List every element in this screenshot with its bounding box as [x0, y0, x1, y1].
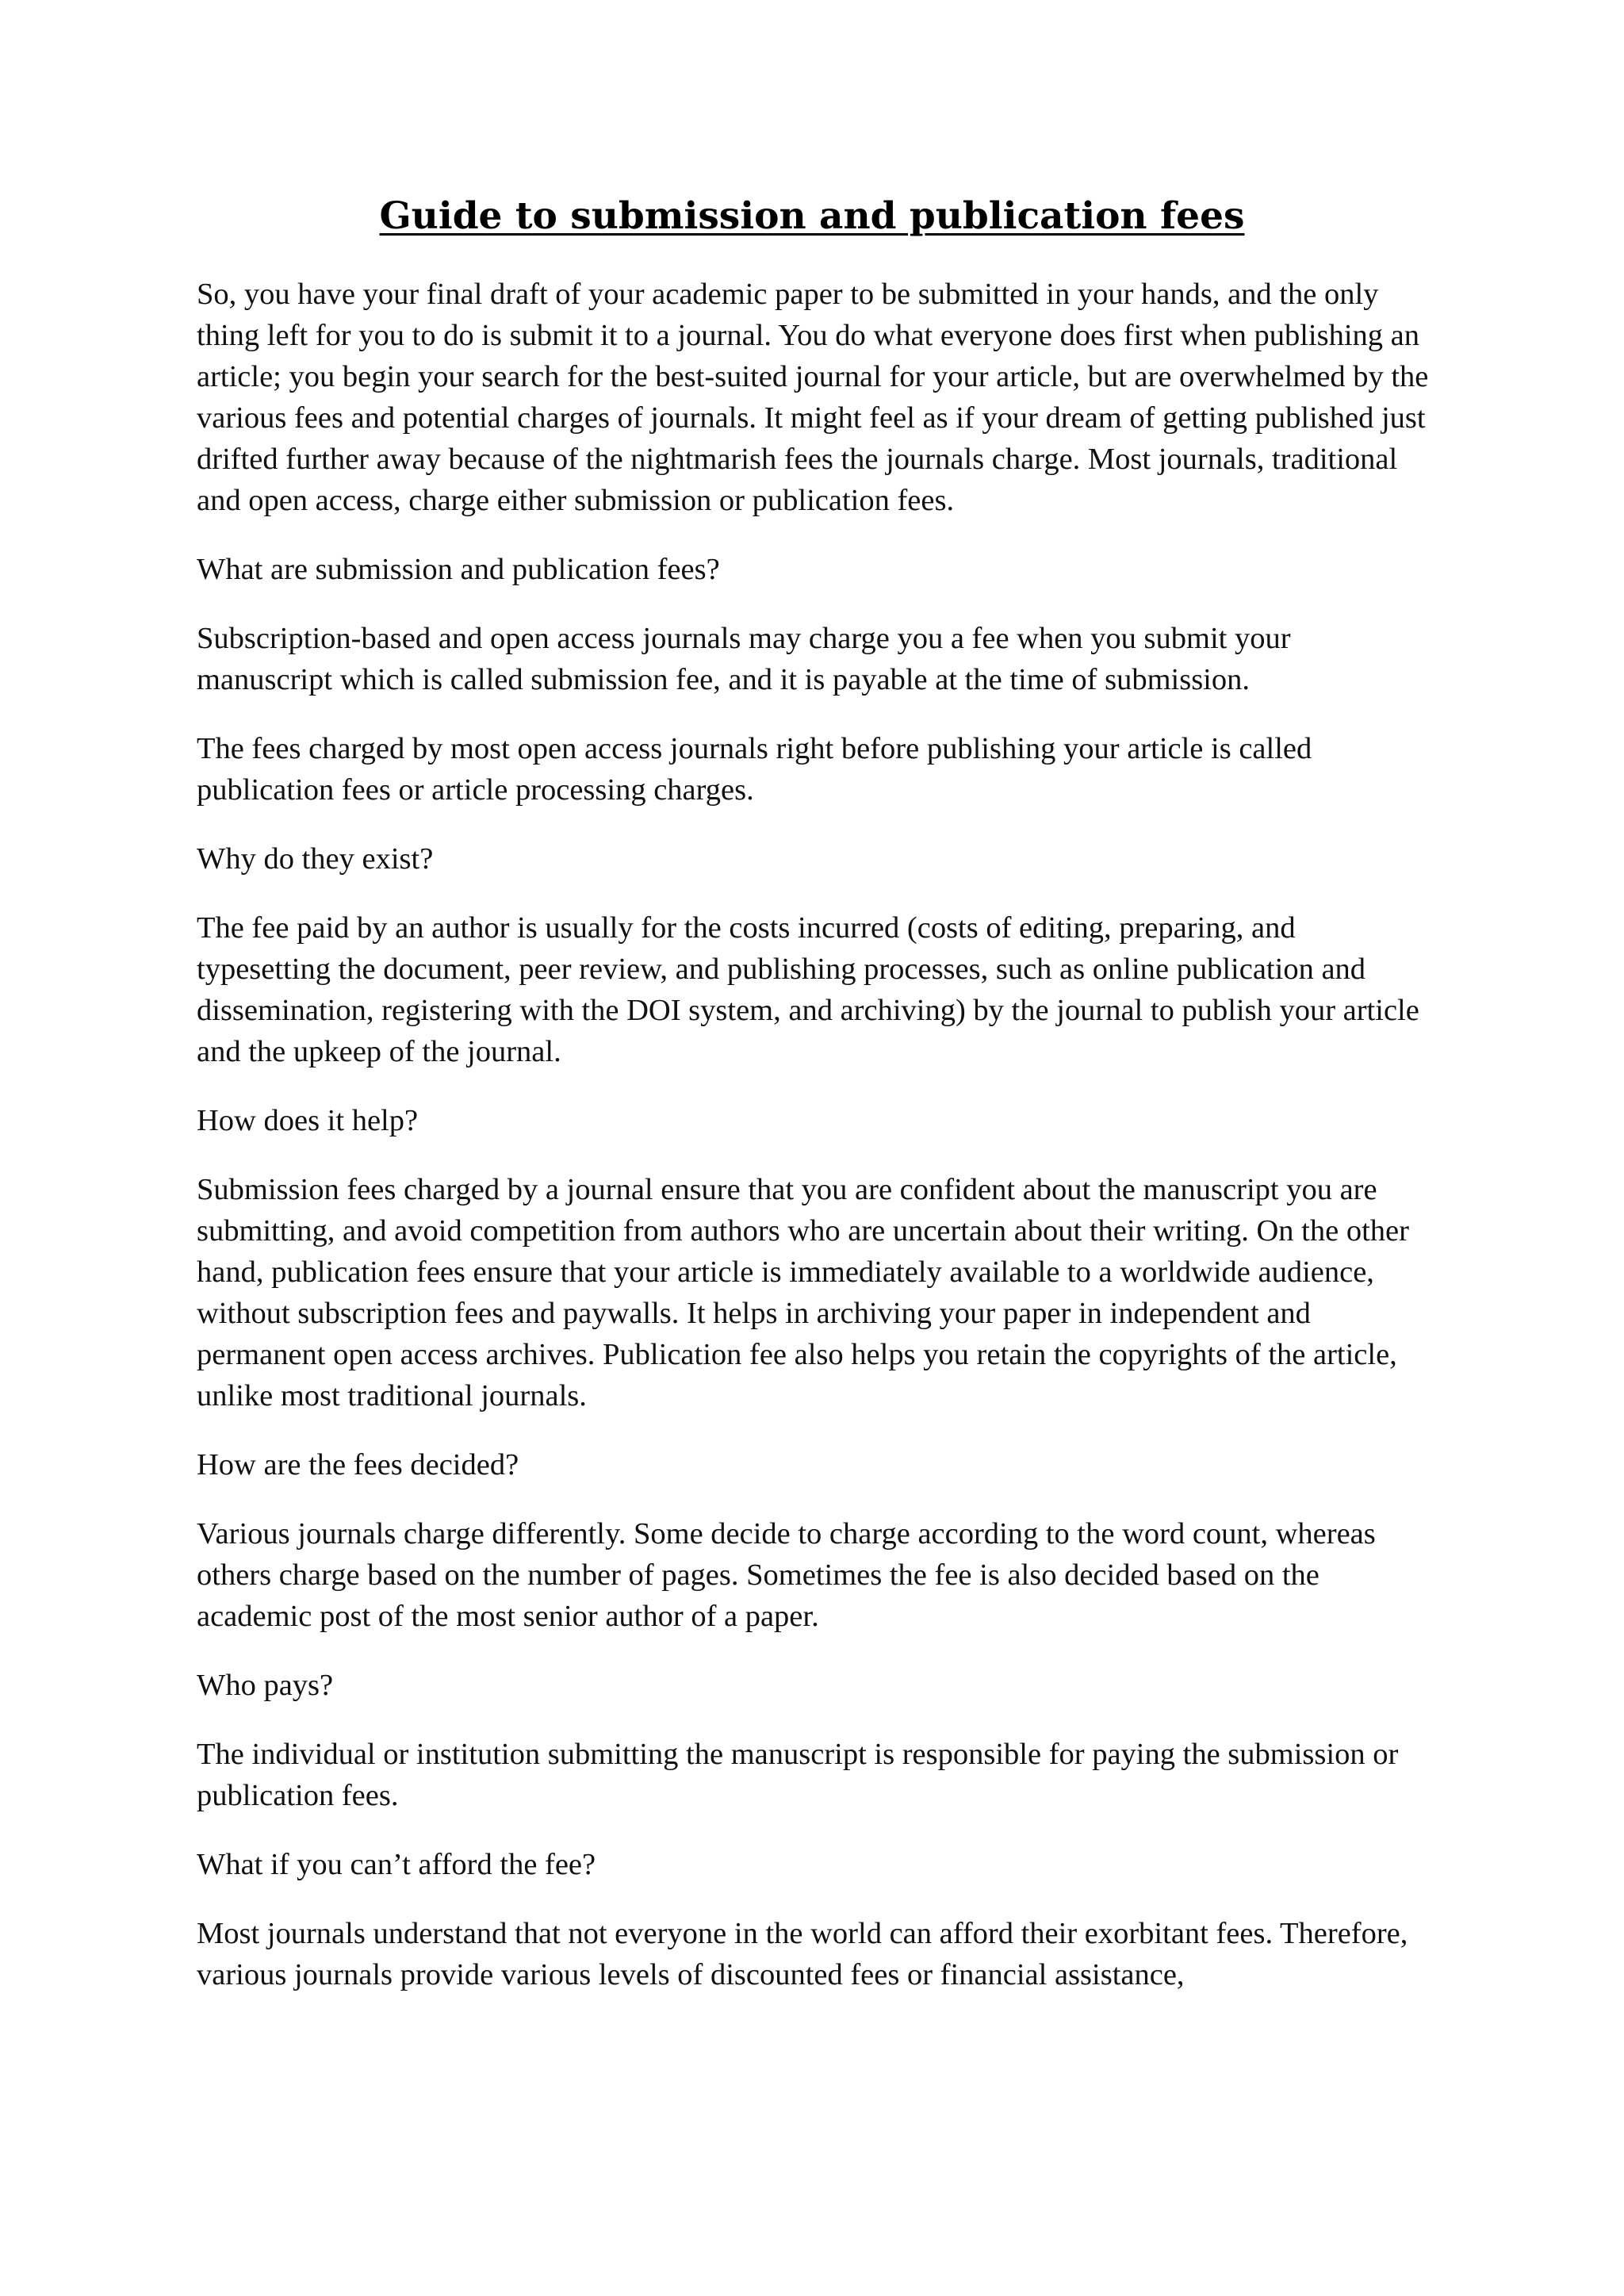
cant-afford-paragraph: Most journals understand that not everyone in the world can afford their exorbitant fees. Therefore, various journals provide various levels of discounted fees or financial assistance, [197, 1917, 1408, 1991]
question-how-help: How does it help? [197, 1104, 419, 1137]
question-what-are-fees: What are submission and publication fees? [197, 553, 720, 586]
question-how-decided: How are the fees decided? [197, 1448, 519, 1481]
document-body [197, 274, 1434, 2023]
why-exist-paragraph: The fee paid by an author is usually for the costs incurred (costs of editing, preparing, and typesetting the document, peer review, and publishing processes, such as online publication and dissemination, registering with the DOI system, and archiving) by the journal to publish your article and the upkeep of the journal. [197, 911, 1419, 1068]
question-why-exist: Why do they exist? [197, 842, 434, 876]
question-who-pays: Who pays? [197, 1669, 334, 1702]
publication-fee-paragraph: The fees charged by most open access journals right before publishing your article is called publication fees or article processing charges. [197, 732, 1312, 807]
document-title: Guide to submission and publication fees [379, 194, 1245, 238]
how-help-paragraph: Submission fees charged by a journal ensure that you are confident about the manuscript you are submitting, and avoid competition from authors who are uncertain about their writing. On the other hand, publication fees ensure that your article is immediately available to a worldwide audience, without subscription fees and paywalls. It helps in archiving your paper in independent and permanent open access archives. Publication fee also helps you retain the copyrights of the article, unlike most traditional journals. [197, 1173, 1409, 1412]
who-pays-paragraph: The individual or institution submitting the manuscript is responsible for paying the submission or publication fees. [197, 1738, 1399, 1812]
intro-paragraph: So, you have your final draft of your academic paper to be submitted in your hands, and the only thing left for you to do is submit it to a journal. You do what everyone does first when publishing an article; you begin your search for the best-suited journal for your article, but are overwhelmed by the various fees and potential charges of journals. It might feel as if your dream of getting published just drifted further away because of the nightmarish fees the journals charge. Most journals, traditional and open access, charge either submission or publication fees. [197, 278, 1429, 517]
question-cant-afford: What if you can’t afford the fee? [197, 1848, 596, 1881]
how-decided-paragraph: Various journals charge differently. Some decide to charge according to the word count, whereas others charge based on the number of pages. Sometimes the fee is also decided based on the academic post of the most senior author of a paper. [197, 1517, 1376, 1633]
submission-fee-paragraph: Subscription-based and open access journals may charge you a fee when you submit your manuscript which is called submission fee, and it is payable at the time of submission. [197, 622, 1291, 696]
